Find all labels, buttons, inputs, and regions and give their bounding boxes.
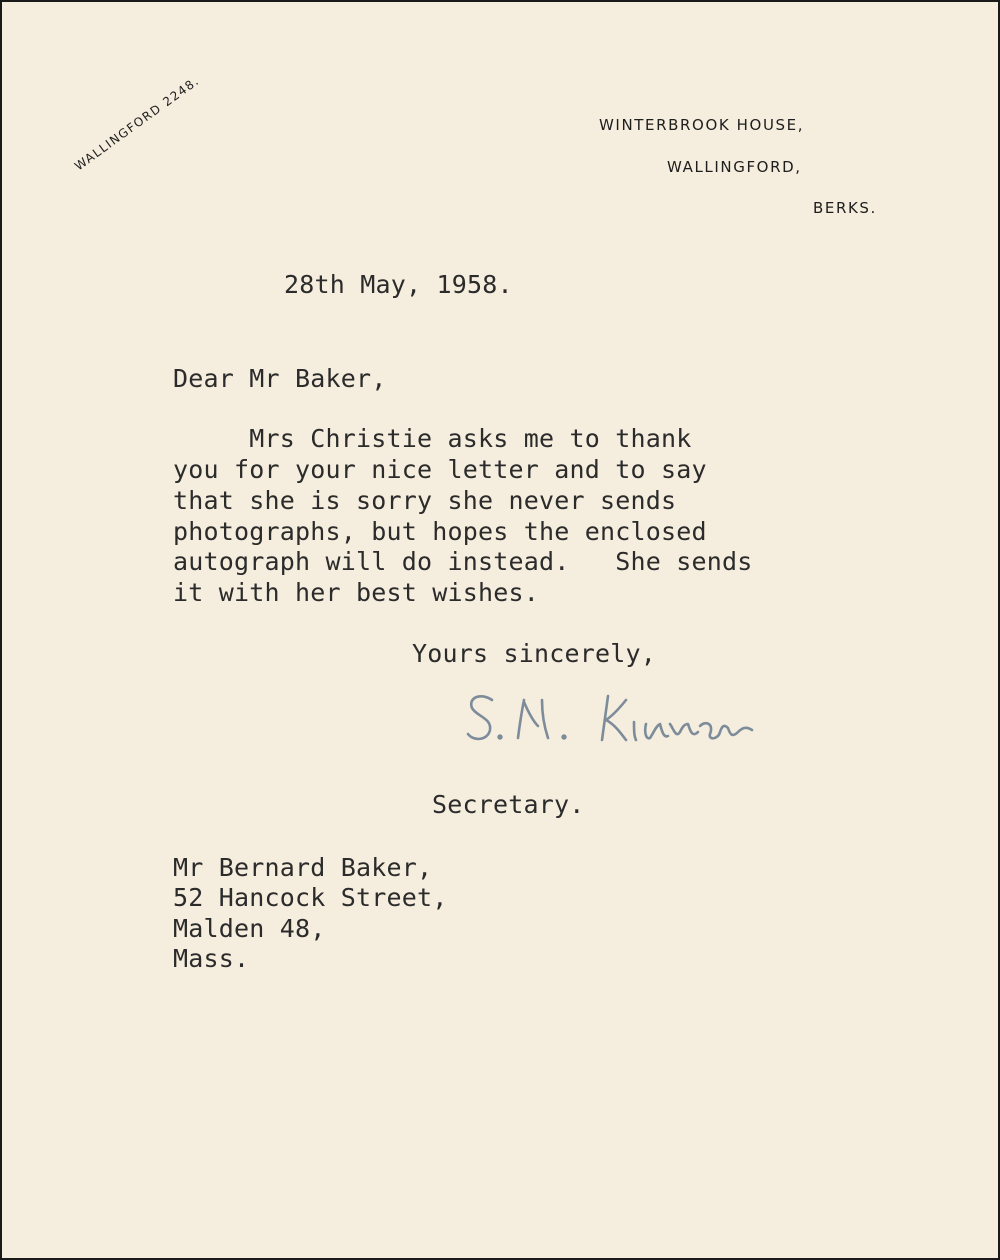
recipient-line: Mass. [173, 944, 250, 973]
body-line: photographs, but hopes the enclosed [173, 517, 707, 546]
body-line: you for your nice letter and to say [173, 455, 707, 484]
letterhead-address-text: BERKS. [813, 199, 877, 217]
signatory-title: Secretary. [432, 790, 585, 819]
closing: Yours sincerely, [412, 639, 657, 668]
letterhead-address-text: WALLINGFORD, [667, 158, 802, 176]
letterhead-address-line-3 [813, 199, 877, 217]
salutation: Dear Mr Baker, [173, 364, 387, 393]
letterhead-phone: WALLINGFORD 2248. [72, 73, 202, 174]
body-line: it with her best wishes. [173, 578, 540, 607]
recipient-line: Mr Bernard Baker, [173, 853, 433, 882]
recipient-line: Malden 48, [173, 914, 326, 943]
body-line: autograph will do instead. She sends [173, 547, 753, 576]
signature-scrawl-icon [462, 682, 772, 757]
body-line: that she is sorry she never sends [173, 486, 677, 515]
letter-date: 28th May, 1958. [284, 270, 513, 299]
handwritten-signature [462, 682, 772, 762]
letterhead-address-line-2 [667, 158, 802, 176]
letterhead-address-line-1 [599, 116, 804, 134]
letterhead-address-text: WINTERBROOK HOUSE, [599, 116, 805, 134]
recipient-line: 52 Hancock Street, [173, 883, 448, 912]
body-line: Mrs Christie asks me to thank [173, 424, 692, 453]
